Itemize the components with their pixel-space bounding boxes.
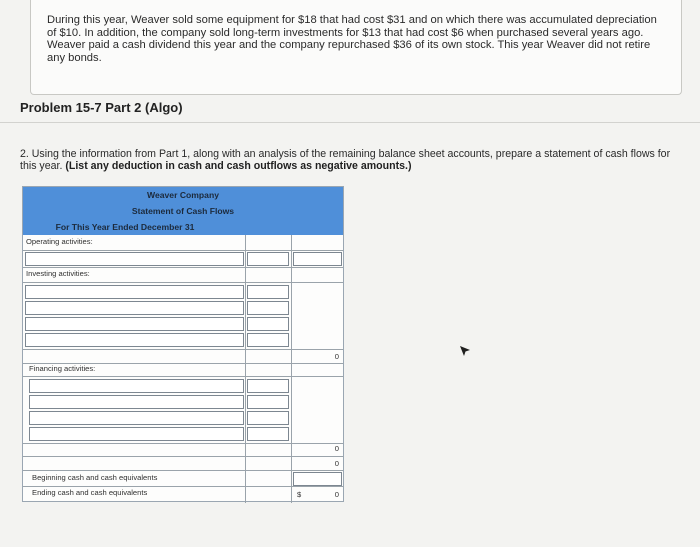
mouse-pointer-icon <box>459 345 471 357</box>
financing-amount-input[interactable] <box>247 411 289 425</box>
financing-amount-input[interactable] <box>247 395 289 409</box>
problem-instruction <box>20 148 684 172</box>
row-line <box>23 250 343 251</box>
ending-cash-currency: $ <box>297 490 302 499</box>
financing-item-input[interactable] <box>29 427 244 441</box>
financing-amount-input[interactable] <box>247 427 289 441</box>
operating-total-input[interactable] <box>293 252 342 266</box>
statement-title: Statement of Cash Flows <box>131 206 235 216</box>
row-line <box>23 376 343 377</box>
investing-amount-input[interactable] <box>247 285 289 299</box>
instruction-text: 2. Using the information from Part 1, along with an analysis of the remaining balance sheet accounts, prepare a statement of cash flows for this year. <box>20 148 671 173</box>
statement-company: Weaver Company <box>147 190 219 200</box>
investing-activities-label: Investing activities: <box>26 269 90 278</box>
investing-amount-input[interactable] <box>247 317 289 331</box>
beginning-cash-label: Beginning cash and cash equivalents <box>32 473 158 482</box>
investing-item-input[interactable] <box>25 317 244 331</box>
row-line <box>23 282 343 283</box>
net-change-value: 0 <box>334 459 339 468</box>
investing-item-input[interactable] <box>25 333 244 347</box>
financing-item-input[interactable] <box>29 379 244 393</box>
ending-cash-value: 0 <box>334 490 339 499</box>
row-line <box>23 456 343 457</box>
beginning-cash-input[interactable] <box>293 472 342 486</box>
financing-activities-label: Financing activities: <box>29 364 96 373</box>
investing-item-input[interactable] <box>25 301 244 315</box>
operating-item-input[interactable] <box>25 252 244 266</box>
investing-item-input[interactable] <box>25 285 244 299</box>
column-divider <box>245 235 246 503</box>
column-divider <box>291 235 292 503</box>
row-line <box>23 349 343 350</box>
problem-title: Problem 15-7 Part 2 (Algo) <box>20 100 183 115</box>
financing-item-input[interactable] <box>29 395 244 409</box>
operating-activities-label: Operating activities: <box>26 237 93 246</box>
statement-header <box>23 187 343 235</box>
financing-item-input[interactable] <box>29 411 244 425</box>
investing-amount-input[interactable] <box>247 333 289 347</box>
section-divider <box>0 122 700 123</box>
operating-amount-input[interactable] <box>247 252 289 266</box>
statement-period: For This Year Ended December 31 <box>55 222 195 232</box>
problem-info-text: During this year, Weaver sold some equipment for $18 that had cost $31 and on which there was accumulated depreciation of $10. In addition, the company sold long-term investments for $13 that had cost $6 when purchased several years ago. Weaver paid a cash dividend this year and the company repurchased $36 of its own stock. This year Weaver did not retire any bonds. <box>47 14 657 64</box>
problem-info-box <box>30 0 682 95</box>
cash-flow-statement <box>22 186 344 502</box>
investing-total-value: 0 <box>334 352 339 361</box>
row-line <box>23 486 343 487</box>
instruction-emphasis: (List any deduction in cash and cash outflows as negative amounts.) <box>65 160 412 173</box>
financing-total-value: 0 <box>334 444 339 453</box>
row-line <box>23 443 343 444</box>
row-line <box>23 267 343 268</box>
row-line <box>23 470 343 471</box>
financing-amount-input[interactable] <box>247 379 289 393</box>
investing-amount-input[interactable] <box>247 301 289 315</box>
ending-cash-label: Ending cash and cash equivalents <box>32 488 148 497</box>
